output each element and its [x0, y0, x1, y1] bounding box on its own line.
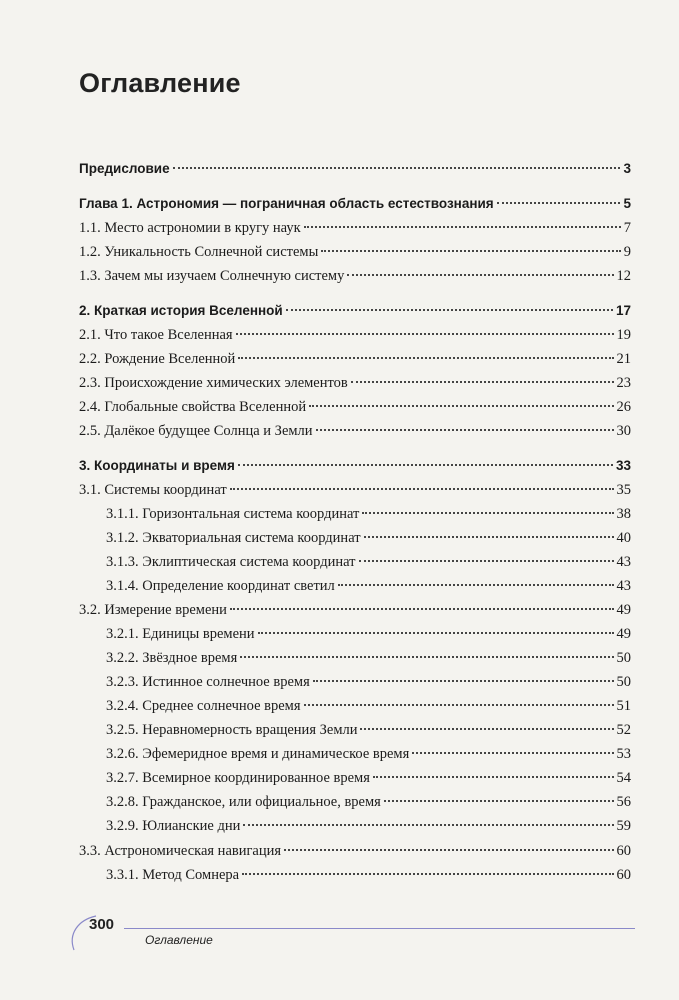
toc-entry	[79, 160, 631, 178]
toc-entry-page: 56	[616, 794, 631, 810]
toc-entry-page: 38	[616, 506, 631, 522]
toc-entry-page: 52	[616, 722, 631, 738]
toc-entry-page: 7	[623, 220, 631, 236]
toc-entry	[106, 721, 631, 739]
toc-entry-label: 2.3. Происхождение химических элементов	[79, 375, 348, 391]
toc-entry	[79, 350, 631, 368]
toc-entry-page: 50	[616, 674, 631, 690]
toc-entry-page: 30	[616, 423, 631, 439]
toc-entry	[106, 625, 631, 643]
toc-entry-page: 9	[623, 244, 631, 260]
dot-leader	[309, 405, 613, 407]
toc-entry-label: 3.2.4. Среднее солнечное время	[106, 698, 301, 714]
toc-entry	[106, 673, 631, 691]
toc-entry	[106, 793, 631, 811]
dot-leader	[240, 656, 613, 658]
toc-entry-page: 21	[616, 351, 631, 367]
toc-entry	[79, 243, 631, 261]
toc-entry	[79, 267, 631, 285]
toc-entry-page: 59	[616, 818, 631, 834]
toc-entry	[106, 866, 631, 884]
toc-entry-label: 3.2.2. Звёздное время	[106, 650, 238, 666]
toc-entry	[79, 457, 631, 475]
toc-entry-label: 1.1. Место астрономии в кругу наук	[79, 220, 301, 236]
dot-leader	[373, 776, 614, 778]
toc-entry-label: 2.4. Глобальные свойства Вселенной	[79, 399, 307, 415]
toc-entry	[79, 842, 631, 860]
toc-entry-page: 51	[616, 698, 631, 714]
dot-leader	[238, 357, 613, 359]
dot-leader	[230, 488, 614, 490]
toc-entry	[79, 219, 631, 237]
toc-entry-label: 3.3. Астрономическая навигация	[79, 843, 282, 859]
toc-entry-label: 1.2. Уникальность Солнечной системы	[79, 244, 319, 260]
dot-leader	[412, 752, 613, 754]
toc-entry-page: 49	[616, 626, 631, 642]
toc-entry-page: 19	[616, 327, 631, 343]
dot-leader	[321, 250, 620, 252]
toc-entry-label: 3.2.5. Неравномерность вращения Земли	[106, 722, 358, 738]
toc-entry	[106, 529, 631, 547]
toc-entry-label: 3.1. Системы координат	[79, 482, 227, 498]
toc-entry-label: 3.2.8. Гражданское, или официальное, время	[106, 794, 381, 810]
toc-entry-label: 3.2.9. Юлианские дни	[106, 818, 241, 834]
page-number: 300	[89, 916, 115, 933]
toc-entry-label: 1.3. Зачем мы изучаем Солнечную систему	[79, 268, 345, 284]
toc-entry	[106, 649, 631, 667]
page-title: Оглавление	[79, 68, 241, 98]
dot-leader	[243, 824, 613, 826]
toc-entry-label: Предисловие	[79, 161, 170, 176]
dot-leader	[238, 464, 613, 466]
toc-entry-label: 3. Координаты и время	[79, 458, 235, 473]
toc-entry-label: 3.2.6. Эфемеридное время и динамическое время	[106, 746, 410, 762]
dot-leader	[362, 512, 613, 514]
toc-entry-page: 50	[616, 650, 631, 666]
toc-entry-label: 3.2.3. Истинное солнечное время	[106, 674, 310, 690]
dot-leader	[497, 202, 621, 204]
toc-entry	[79, 326, 631, 344]
toc-entry-page: 60	[616, 843, 631, 859]
dot-leader	[313, 680, 614, 682]
toc-entry	[79, 398, 631, 416]
dot-leader	[258, 632, 614, 634]
toc-entry-label: 3.2.7. Всемирное координированное время	[106, 770, 370, 786]
toc-entry-page: 23	[616, 375, 631, 391]
toc-entry-page: 3	[623, 161, 631, 176]
toc-entry-page: 26	[616, 399, 631, 415]
toc-entry	[79, 481, 631, 499]
dot-leader	[173, 167, 621, 169]
toc-entry-label: 3.1.4. Определение координат светил	[106, 578, 335, 594]
toc-entry-page: 43	[616, 554, 631, 570]
toc-entry	[106, 577, 631, 595]
toc-entry-label: 3.3.1. Метод Сомнера	[106, 867, 240, 883]
toc-entry-page: 5	[623, 196, 631, 211]
toc-entry-page: 49	[616, 602, 631, 618]
toc-entry-page: 40	[616, 530, 631, 546]
toc-entry	[106, 553, 631, 571]
toc-entry	[106, 745, 631, 763]
dot-leader	[347, 274, 613, 276]
dot-leader	[364, 536, 614, 538]
toc-entry	[106, 769, 631, 787]
toc-entry	[79, 601, 631, 619]
dot-leader	[360, 728, 613, 730]
dot-leader	[286, 309, 613, 311]
toc-entry-label: 3.2.1. Единицы времени	[106, 626, 255, 642]
toc-entry-label: 2.5. Далёкое будущее Солнца и Земли	[79, 423, 313, 439]
toc-entry	[79, 374, 631, 392]
toc-entry	[79, 422, 631, 440]
toc-entry-label: 2.2. Рождение Вселенной	[79, 351, 236, 367]
dot-leader	[284, 849, 613, 851]
toc-entry-page: 35	[616, 482, 631, 498]
dot-leader	[304, 226, 621, 228]
dot-leader	[242, 873, 613, 875]
toc-entry	[106, 505, 631, 523]
toc-entry	[106, 817, 631, 835]
toc-entry-label: 3.1.1. Горизонтальная система координат	[106, 506, 360, 522]
footer-rule	[124, 928, 635, 929]
toc-entry	[79, 195, 631, 213]
toc-entry-label: Глава 1. Астрономия — пограничная область естествознания	[79, 196, 494, 211]
toc-entry	[79, 302, 631, 320]
toc-entry-label: 2. Краткая история Вселенной	[79, 303, 283, 318]
dot-leader	[359, 560, 614, 562]
toc-entry-label: 3.1.3. Эклиптическая система координат	[106, 554, 356, 570]
dot-leader	[304, 704, 614, 706]
dot-leader	[236, 333, 614, 335]
toc-entry-page: 17	[615, 303, 631, 318]
toc-entry-page: 60	[616, 867, 631, 883]
toc-entry-page: 43	[616, 578, 631, 594]
running-head: Оглавление	[145, 933, 213, 947]
dot-leader	[351, 381, 614, 383]
toc-entry	[106, 697, 631, 715]
dot-leader	[316, 429, 614, 431]
dot-leader	[230, 608, 614, 610]
toc-entry-label: 3.1.2. Экваториальная система координат	[106, 530, 361, 546]
toc-entry-page: 33	[615, 458, 631, 473]
dot-leader	[338, 584, 614, 586]
toc-entry-page: 54	[616, 770, 631, 786]
toc-entry-label: 2.1. Что такое Вселенная	[79, 327, 233, 343]
dot-leader	[384, 800, 614, 802]
toc-entry-page: 12	[616, 268, 631, 284]
toc-entry-page: 53	[616, 746, 631, 762]
toc-entry-label: 3.2. Измерение времени	[79, 602, 227, 618]
